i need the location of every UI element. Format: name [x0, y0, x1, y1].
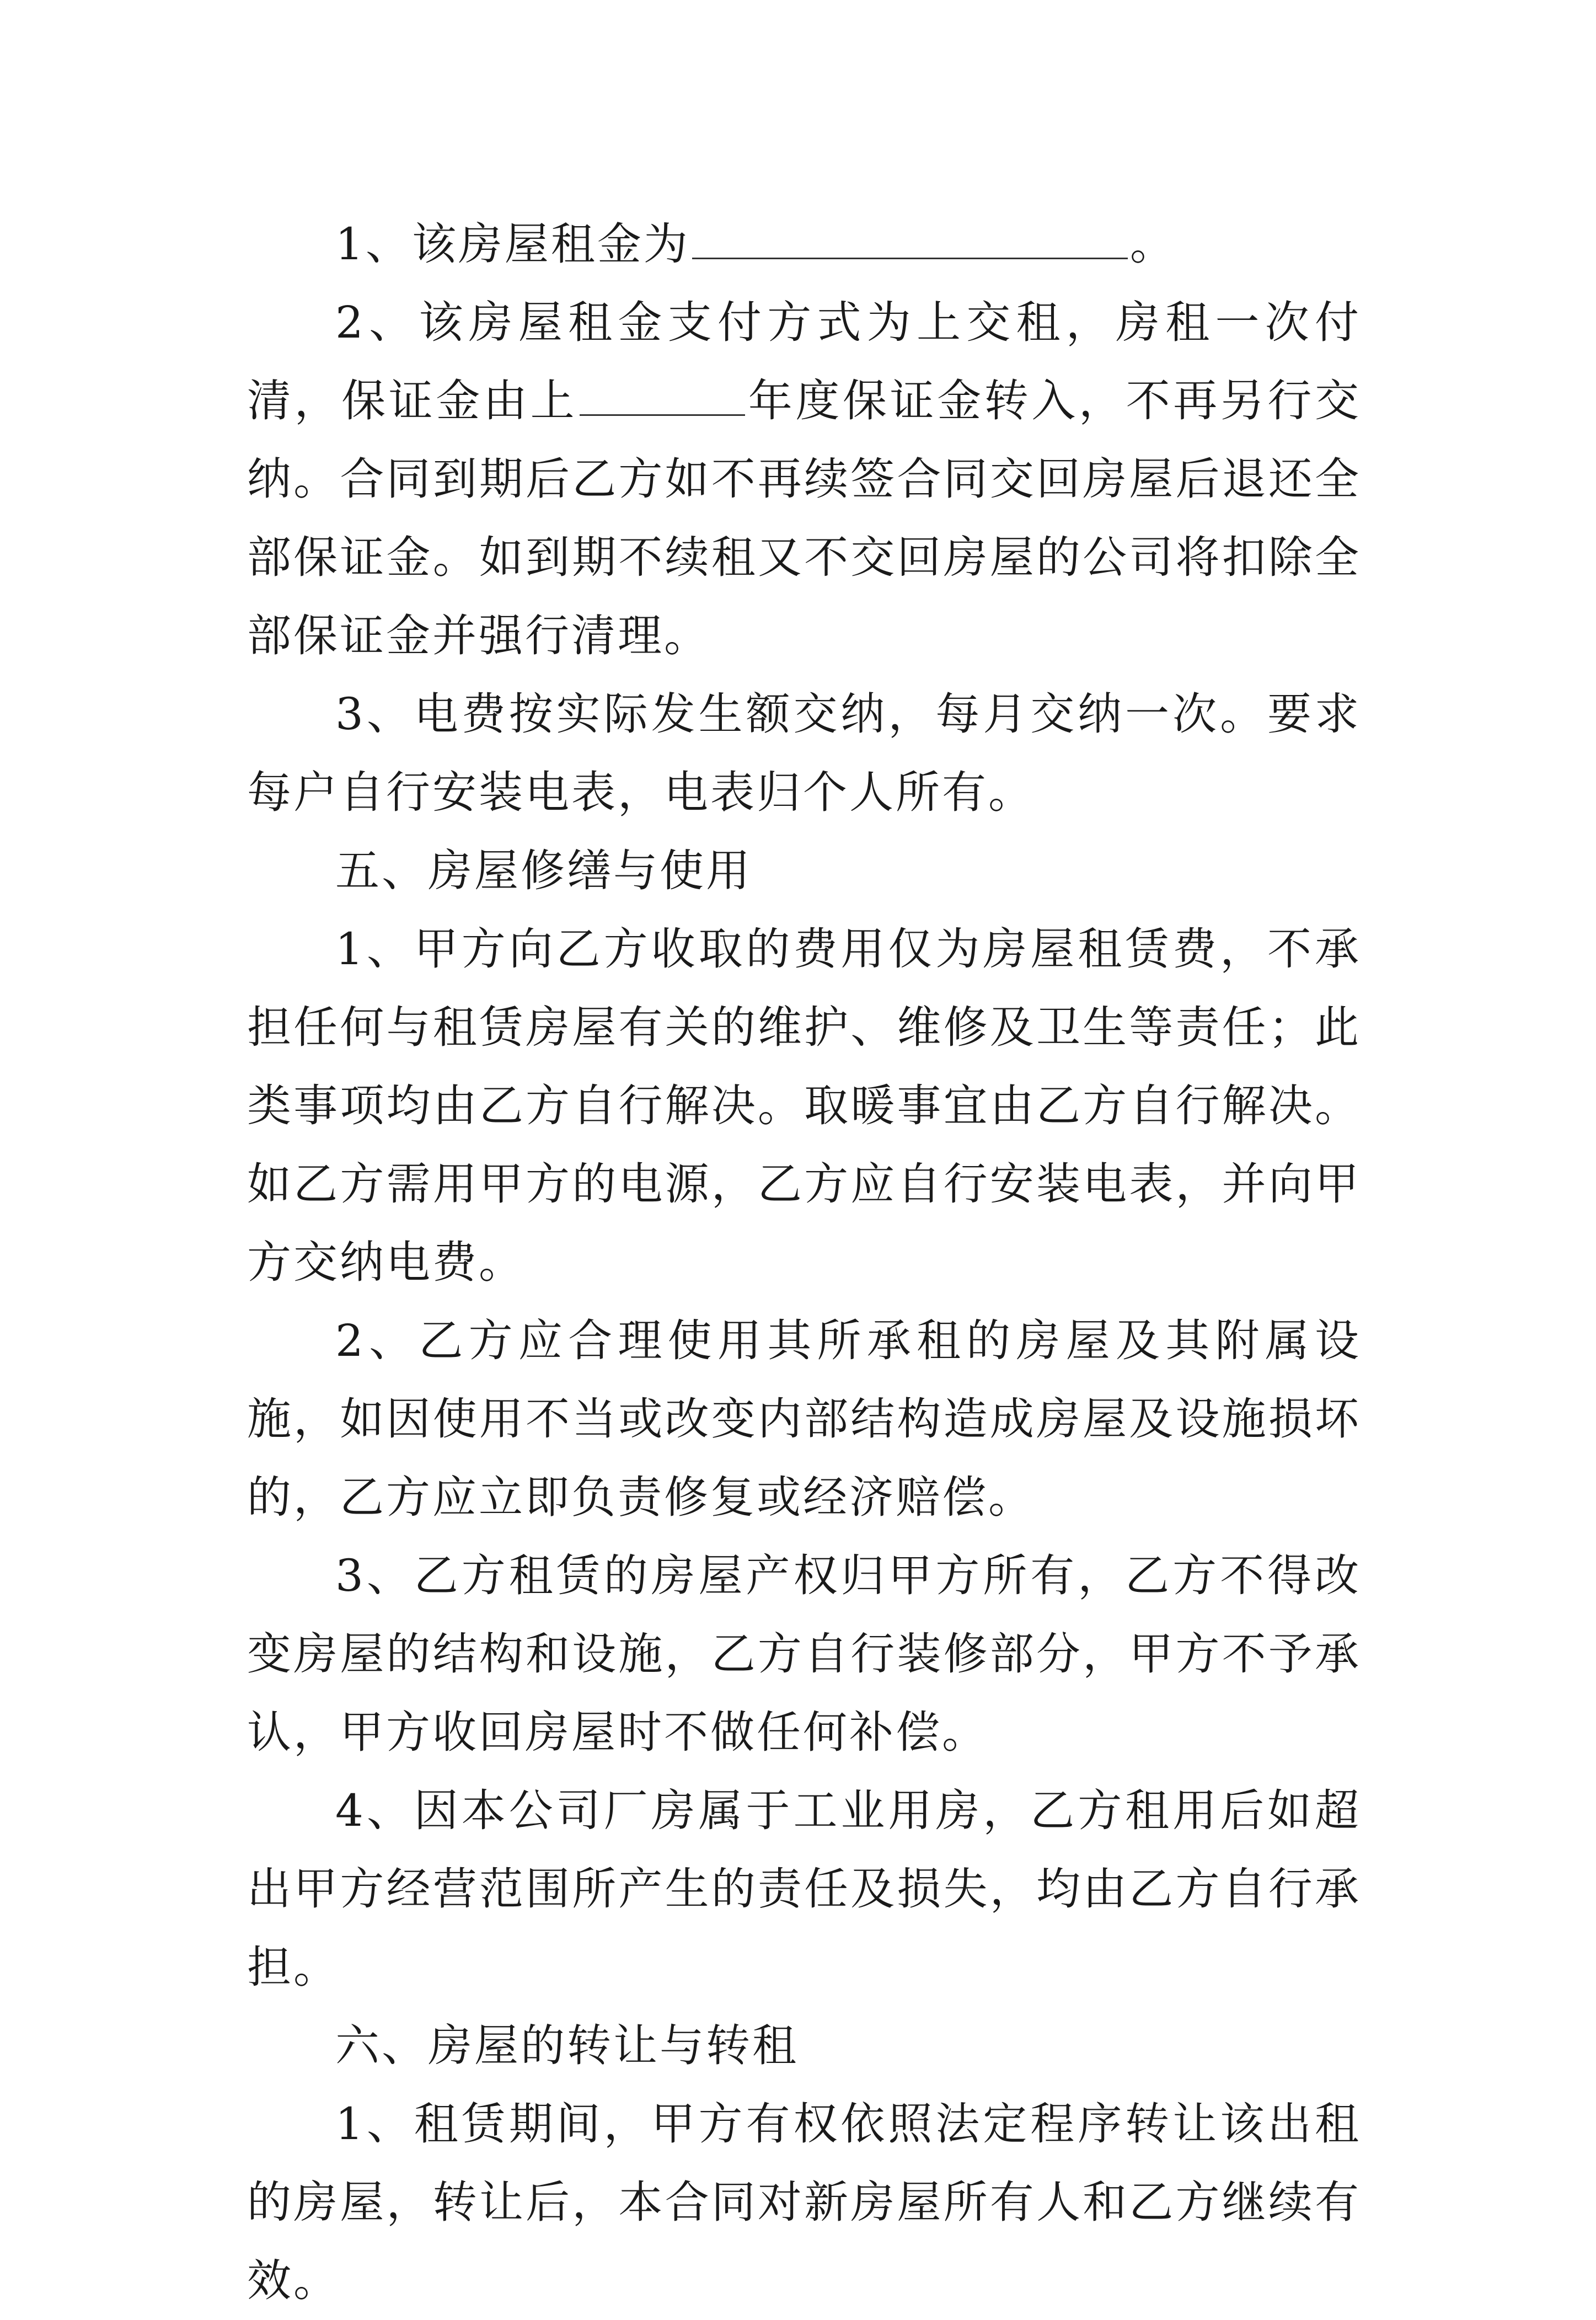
paragraph-payment-method: [247, 284, 1361, 675]
paragraph-rent-amount: [247, 205, 1361, 284]
rent-amount-text: 1、该房屋租金为: [335, 218, 690, 270]
rent-amount-end: 。: [1129, 218, 1176, 270]
paragraph-electricity: 3、电费按实际发生额交纳，每月交纳一次。要求每户自行安装电表，电表归个人所有。: [247, 688, 1361, 818]
section-heading-repair-use: 五、房屋修缮与使用: [335, 845, 752, 896]
paragraph-property-rights: 3、乙方租赁的房屋产权归甲方所有，乙方不得改变房屋的结构和设施，乙方自行装修部分，甲方不予承认，甲方收回房屋时不做任何补偿。: [247, 1550, 1361, 1758]
payment-method-text: 2、该房屋租金支付方式为上交租，房租一次付清，保证金由上: [247, 297, 1361, 426]
paragraph-industrial-use: 4、因本公司厂房属于工业用房，乙方租用后如超出甲方经营范围所产生的责任及损失，均由乙方自行承担。: [247, 1785, 1361, 1993]
contract-body: [247, 205, 1361, 2320]
paragraph-proper-use: 2、乙方应合理使用其所承租的房屋及其附属设施，如因使用不当或改变内部结构造成房屋及设施损坏的，乙方应立即负责修复或经济赔偿。: [247, 1315, 1361, 1523]
rent-amount-blank: [692, 219, 1128, 259]
paragraph-transfer: 1、租赁期间，甲方有权依照法定程序转让该出租的房屋，转让后，本合同对新房屋所有人和乙方继续有效。: [247, 2098, 1361, 2306]
paragraph-fees-responsibility: 1、甲方向乙方收取的费用仅为房屋租赁费，不承担任何与租赁房屋有关的维护、维修及卫生等责任；此类事项均由乙方自行解决。取暖事宜由乙方自行解决。如乙方需用甲方的电源，乙方应自行安装电表，并向甲方交纳电费。: [247, 923, 1361, 1288]
payment-method-text-cont: 年度保证金转入，不再另行交纳。合同到期后乙方如不再续签合同交回房屋后退还全部保证金。如到期不续租又不交回房屋的公司将扣除全部保证金并强行清理。: [247, 375, 1362, 661]
section-heading-transfer-sublet: 六、房屋的转让与转租: [335, 2020, 799, 2071]
deposit-year-blank: [580, 376, 745, 416]
